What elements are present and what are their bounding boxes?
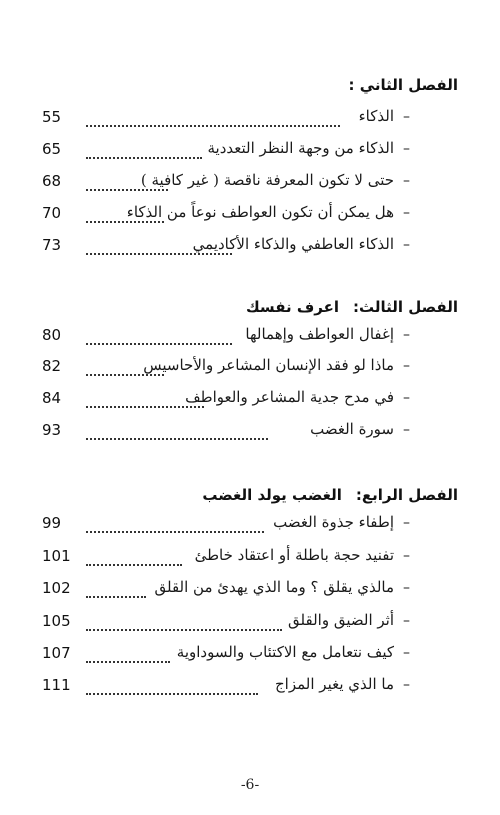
entry-page-number: 73 [42, 236, 62, 254]
toc-entry [0, 578, 500, 602]
entry-title: في مدح جدية المشاعر والعواطف [185, 388, 394, 406]
entry-dash: – [403, 390, 410, 406]
dot-leader [86, 392, 204, 408]
entry-dash: – [403, 515, 410, 531]
toc-entry [0, 513, 500, 537]
toc-entry [0, 388, 500, 412]
entry-dash: – [403, 327, 410, 343]
entry-dash: – [403, 109, 410, 125]
toc-entry [0, 356, 500, 380]
toc-entry [0, 171, 500, 195]
dot-leader [86, 615, 282, 631]
dot-leader [86, 582, 146, 598]
entry-title: سورة الغضب [310, 420, 394, 438]
toc-entry [0, 611, 500, 635]
entry-title: ما الذي يغير المزاج [274, 675, 394, 693]
dot-leader [86, 550, 182, 566]
dot-leader [86, 143, 202, 159]
entry-dash: – [403, 237, 410, 253]
entry-title: هل يمكن أن تكون العواطف نوعاً من الذكاء [126, 203, 394, 221]
entry-title: إغفال العواطف وإهمالها [245, 325, 394, 343]
page-number: -6- [240, 777, 260, 793]
dot-leader [86, 647, 170, 663]
entry-dash: – [403, 677, 410, 693]
toc-entry [0, 235, 500, 259]
entry-title: ماذا لو فقد الإنسان المشاعر والأحاسيس [143, 356, 394, 374]
dot-leader [86, 207, 164, 223]
entry-page-number: 105 [42, 612, 71, 630]
entry-dash: – [403, 645, 410, 661]
entry-page-number: 111 [42, 676, 71, 694]
chapter-heading [348, 76, 458, 94]
entry-page-number: 107 [42, 644, 71, 662]
entry-title: حتى لا تكون المعرفة ناقصة ( غير كافية ) [140, 171, 394, 189]
entry-page-number: 55 [42, 108, 62, 126]
entry-page-number: 99 [42, 514, 62, 532]
entry-title: كيف نتعامل مع الاكتئاب والسوداوية [176, 643, 394, 661]
entry-page-number: 70 [42, 204, 62, 222]
dot-leader [86, 360, 164, 376]
entry-title: أثر الضيق والقلق [288, 611, 394, 629]
entry-title: تفنيد حجة باطلة أو اعتقاد خاطئ [194, 546, 394, 564]
entry-dash: – [403, 548, 410, 564]
entry-page-number: 84 [42, 389, 62, 407]
entry-dash: – [403, 613, 410, 629]
toc-entry [0, 139, 500, 163]
entry-page-number: 93 [42, 421, 62, 439]
entry-title: مالذي يقلق ؟ وما الذي يهدئ من القلق [154, 578, 394, 596]
chapter-subtitle: اعرف نفسك [245, 298, 339, 316]
dot-leader [86, 239, 232, 255]
entry-dash: – [403, 422, 410, 438]
dot-leader [86, 679, 258, 695]
toc-entry [0, 325, 500, 349]
toc-entry [0, 675, 500, 699]
chapter-heading [246, 298, 458, 316]
toc-entry [0, 203, 500, 227]
toc-entry [0, 643, 500, 667]
entry-page-number: 101 [42, 547, 71, 565]
entry-dash: – [403, 173, 410, 189]
entry-page-number: 65 [42, 140, 62, 158]
entry-dash: – [403, 580, 410, 596]
toc-entry [0, 420, 500, 444]
dot-leader [86, 175, 168, 191]
toc-entry [0, 546, 500, 570]
entry-dash: – [403, 205, 410, 221]
dot-leader [86, 424, 268, 440]
entry-title: الذكاء [358, 107, 394, 125]
toc-entry [0, 107, 500, 131]
dot-leader [86, 517, 264, 533]
dot-leader [86, 111, 340, 127]
chapter-title: الفصل الرابع: [355, 486, 458, 504]
chapter-heading [202, 486, 458, 504]
entry-title: الذكاء العاطفي والذكاء الأكاديمي [192, 235, 394, 253]
dot-leader [86, 329, 232, 345]
entry-page-number: 80 [42, 326, 62, 344]
entry-page-number: 102 [42, 579, 71, 597]
chapter-subtitle: الغضب يولد الغضب [202, 486, 342, 504]
chapter-title: الفصل الثالث: [353, 298, 458, 316]
entry-dash: – [403, 358, 410, 374]
chapter-title: الفصل الثاني : [348, 76, 458, 94]
entry-page-number: 82 [42, 357, 62, 375]
entry-title: الذكاء من وجهة النظر التعددية [207, 139, 394, 157]
entry-page-number: 68 [42, 172, 62, 190]
entry-dash: – [403, 141, 410, 157]
entry-title: إطفاء جذوة الغضب [273, 513, 394, 531]
